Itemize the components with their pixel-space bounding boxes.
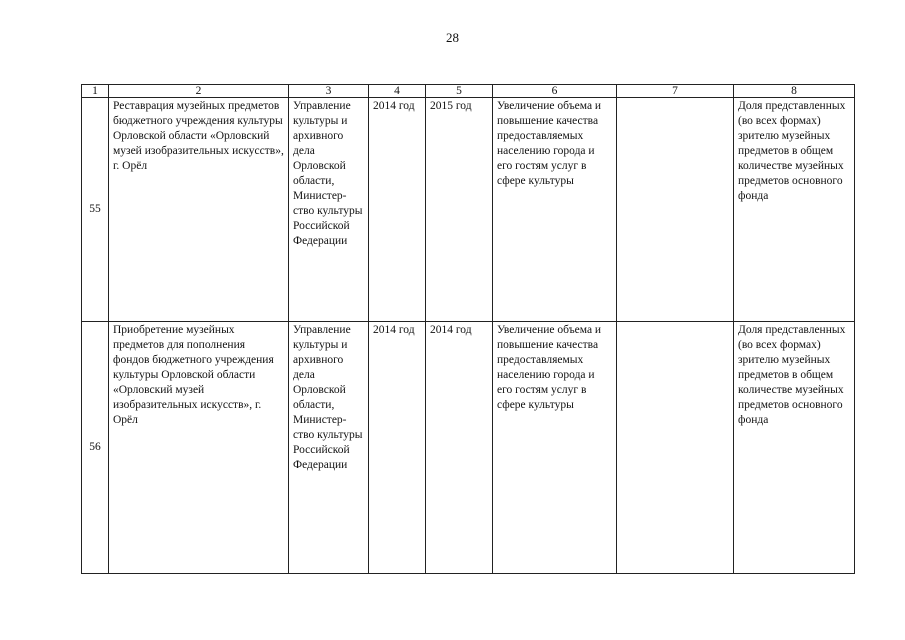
measure-name: Реставрация музейных предметов бюджетного учреждения культуры Орловской области «Орловский музей изобразительных искусств», г. Орёл — [109, 98, 289, 322]
table-row — [82, 98, 855, 322]
indicator: Доля представленных (во всех формах) зрителю музейных предметов в общем количестве музейных предметов основного фонда — [734, 98, 855, 322]
indicator: Доля представленных (во всех формах) зрителю музейных предметов в общем количестве музейных предметов основного фонда — [734, 322, 855, 574]
executor: Управление культуры и архивного дела Орловской области, Министер-ство культуры Российской Федерации — [289, 322, 369, 574]
column-7-cell — [617, 322, 734, 574]
row-number: 56 — [82, 322, 109, 574]
start-year: 2014 год — [369, 322, 426, 574]
start-year: 2014 год — [369, 98, 426, 322]
measure-name: Приобретение музейных предметов для пополнения фондов бюджетного учреждения культуры Орловской области «Орловский музей изобразительных искусств», г. Орёл — [109, 322, 289, 574]
page-number: 28 — [446, 30, 459, 45]
executor: Управление культуры и архивного дела Орловской области, Министер-ство культуры Российской Федерации — [289, 98, 369, 322]
column-7-cell — [617, 98, 734, 322]
expected-result: Увеличение объема и повышение качества предоставляемых населению города и его гостям услуг в сфере культуры — [493, 98, 617, 322]
header-row — [82, 85, 855, 98]
column-header-6: 6 — [493, 85, 617, 98]
column-header-2: 2 — [109, 85, 289, 98]
expected-result: Увеличение объема и повышение качества предоставляемых населению города и его гостям услуг в сфере культуры — [493, 322, 617, 574]
column-header-8: 8 — [734, 85, 855, 98]
measures-table — [81, 84, 855, 574]
column-header-5: 5 — [426, 85, 493, 98]
column-header-3: 3 — [289, 85, 369, 98]
end-year: 2014 год — [426, 322, 493, 574]
table-row — [82, 322, 855, 574]
column-header-4: 4 — [369, 85, 426, 98]
column-header-1: 1 — [82, 85, 109, 98]
end-year: 2015 год — [426, 98, 493, 322]
row-number: 55 — [82, 98, 109, 322]
column-header-7: 7 — [617, 85, 734, 98]
